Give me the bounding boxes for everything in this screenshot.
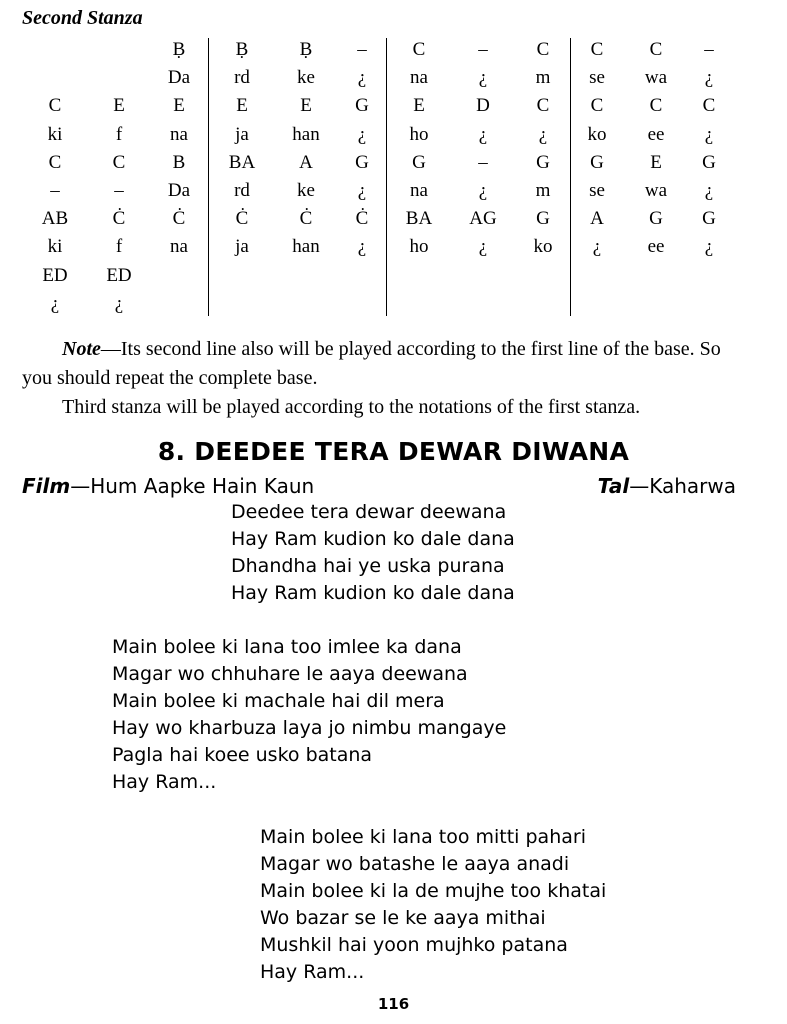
notation-cell: A [590, 208, 604, 230]
notation-cell: Ċ [172, 208, 186, 230]
notation-cell: G [412, 151, 426, 173]
lyric-line: Main bolee ki la de mujhe too khatai [260, 880, 607, 902]
third-stanza-paragraph: Third stanza will be played according to the notations of the first stanza. [62, 396, 641, 418]
notation-cell: han [292, 123, 320, 145]
notation-cell: wa [644, 67, 668, 89]
notation-cell: ke [297, 180, 315, 201]
lyric-line: Hay wo kharbuza laya jo nimbu mangaye [112, 717, 507, 739]
notation-cell: Ċ [112, 208, 126, 230]
notation-cell: C [702, 95, 716, 117]
notation-cell: – [50, 180, 60, 201]
notation-cell: Ḅ [172, 39, 186, 60]
notation-cell: E [650, 151, 662, 173]
notation-cell: G [702, 151, 716, 173]
notation-cell: Ḅ [235, 39, 249, 60]
notation-cell: ee [647, 236, 665, 258]
notation-cell: ¿ [704, 123, 714, 145]
lyric-line: Main bolee ki machale hai dil mera [112, 690, 445, 712]
notation-cell: f [115, 236, 123, 258]
notation-cell: ¿ [478, 236, 488, 258]
notation-cell: m [535, 180, 551, 201]
tal-value: —Kaharwa [629, 474, 736, 498]
notation-cell: rd [234, 67, 250, 89]
notation-cell: – [114, 180, 124, 201]
notation-cell: – [704, 39, 714, 60]
verse-2-lyrics [260, 824, 606, 986]
notation-cell: E [113, 95, 125, 117]
notation-cell: ko [587, 123, 607, 145]
notation-cell: ¿ [538, 123, 548, 145]
notation-cell: ho [409, 123, 429, 145]
notation-cell: B [172, 151, 186, 173]
notation-cell: C [112, 151, 126, 173]
notation-cell: ki [47, 123, 63, 145]
notation-cell: BA [405, 208, 433, 230]
notation-cell: E [236, 95, 248, 117]
notation-cell: Ċ [235, 208, 249, 230]
tal-label: Tal [597, 474, 630, 498]
notation-cell: ¿ [357, 180, 367, 201]
notation-cell: se [589, 67, 605, 89]
notation-cell: ¿ [50, 292, 60, 314]
notation-cell: AG [469, 208, 497, 230]
tal-line [598, 474, 736, 498]
notation-cell: Da [167, 180, 191, 201]
notation-cell: ¿ [357, 67, 367, 89]
notation-cell: wa [644, 180, 668, 201]
notation-cell: ko [533, 236, 553, 258]
notation-cell: ED [106, 264, 132, 286]
notation-cell: – [357, 39, 367, 60]
notation-cell: C [590, 95, 604, 117]
notation-cell: na [410, 67, 428, 89]
notation-cell: – [478, 39, 488, 60]
lyric-line: Main bolee ki lana too imlee ka dana [112, 636, 462, 658]
song-title: 8. DEEDEE TERA DEWAR DIWANA [157, 437, 630, 466]
notation-cell: G [590, 151, 604, 173]
notation-cell: G [702, 208, 716, 230]
lyric-line: Wo bazar se le ke aaya mithai [260, 907, 546, 929]
notation-cell: ke [297, 67, 315, 89]
verse-1-lyrics [112, 634, 506, 796]
notation-cell: C [649, 39, 663, 60]
notation-cell: na [170, 236, 188, 258]
note-text: —Its second line also will be played according to the first line of the base. So you should repeat the complete base. [22, 338, 721, 389]
notation-cell: ¿ [592, 236, 602, 258]
notation-cell: G [355, 95, 369, 117]
notation-cell: ja [235, 123, 249, 145]
notation-cell: ¿ [478, 67, 488, 89]
film-line [22, 474, 314, 498]
notation-cell: G [536, 151, 550, 173]
notation-cell: na [410, 180, 428, 201]
notation-cell: ED [42, 264, 68, 286]
notation-cell: ¿ [704, 67, 714, 89]
notation-cell: f [115, 123, 123, 145]
notation-cell: AB [41, 208, 69, 230]
notation-cell: G [355, 151, 369, 173]
notation-cell: ki [47, 236, 63, 258]
notation-cell: E [173, 95, 185, 117]
notation-cell: se [589, 180, 605, 201]
notation-cell: C [536, 39, 550, 60]
lyric-line: Magar wo batashe le aaya anadi [260, 853, 570, 875]
notation-cell: na [170, 123, 188, 145]
notation-cell: E [300, 95, 312, 117]
notation-cell: ¿ [704, 236, 714, 258]
lyric-line: Hay Ram kudion ko dale dana [231, 528, 515, 550]
lyric-line: Hay Ram kudion ko dale dana [231, 582, 515, 604]
stanza-heading: Second Stanza [22, 7, 143, 29]
lyric-line: Magar wo chhuhare le aaya deewana [112, 663, 468, 685]
notation-cell: rd [234, 180, 250, 201]
notation-cell: C [536, 95, 550, 117]
notation-table [0, 0, 787, 320]
lyric-line: Dhandha hai ye uska purana [231, 555, 505, 577]
chorus-lyrics [231, 499, 515, 607]
lyric-line: Mushkil hai yoon mujhko patana [260, 934, 568, 956]
notation-cell: Ḅ [299, 39, 313, 60]
lyric-line: Hay Ram... [260, 961, 365, 983]
notation-cell: – [478, 151, 488, 173]
notation-cell: E [413, 95, 425, 117]
notation-cell: Ċ [355, 208, 369, 230]
notation-cell: C [590, 39, 604, 60]
notation-cell: ¿ [357, 123, 367, 145]
notation-cell: ¿ [114, 292, 124, 314]
notation-cell: ¿ [478, 180, 488, 201]
notation-cell: m [535, 67, 551, 89]
lyric-line: Main bolee ki lana too mitti pahari [260, 826, 586, 848]
lyric-line: Pagla hai koee usko batana [112, 744, 373, 766]
note-paragraph [22, 335, 742, 393]
notation-cell: ¿ [357, 236, 367, 258]
notation-cell: C [412, 39, 426, 60]
notation-cell: ho [409, 236, 429, 258]
notation-cell: han [292, 236, 320, 258]
notation-cell: BA [228, 151, 256, 173]
notation-cell: C [48, 151, 62, 173]
notation-cell: A [299, 151, 313, 173]
notation-cell: G [536, 208, 550, 230]
note-label: Note [62, 338, 101, 360]
notation-cell: ee [647, 123, 665, 145]
film-label: Film [22, 474, 71, 498]
notation-cell: ¿ [704, 180, 714, 201]
notation-cell: G [649, 208, 663, 230]
page-number: 116 [377, 995, 410, 1013]
notation-cell: D [476, 95, 490, 117]
notation-cell: Da [167, 67, 191, 89]
film-value: —Hum Aapke Hain Kaun [70, 474, 315, 498]
notation-cell: C [48, 95, 62, 117]
notation-cell: ja [235, 236, 249, 258]
notation-cell: ¿ [478, 123, 488, 145]
lyric-line: Deedee tera dewar deewana [231, 501, 507, 523]
notation-cell: Ċ [299, 208, 313, 230]
notation-cell: C [649, 95, 663, 117]
lyric-line: Hay Ram... [112, 771, 217, 793]
